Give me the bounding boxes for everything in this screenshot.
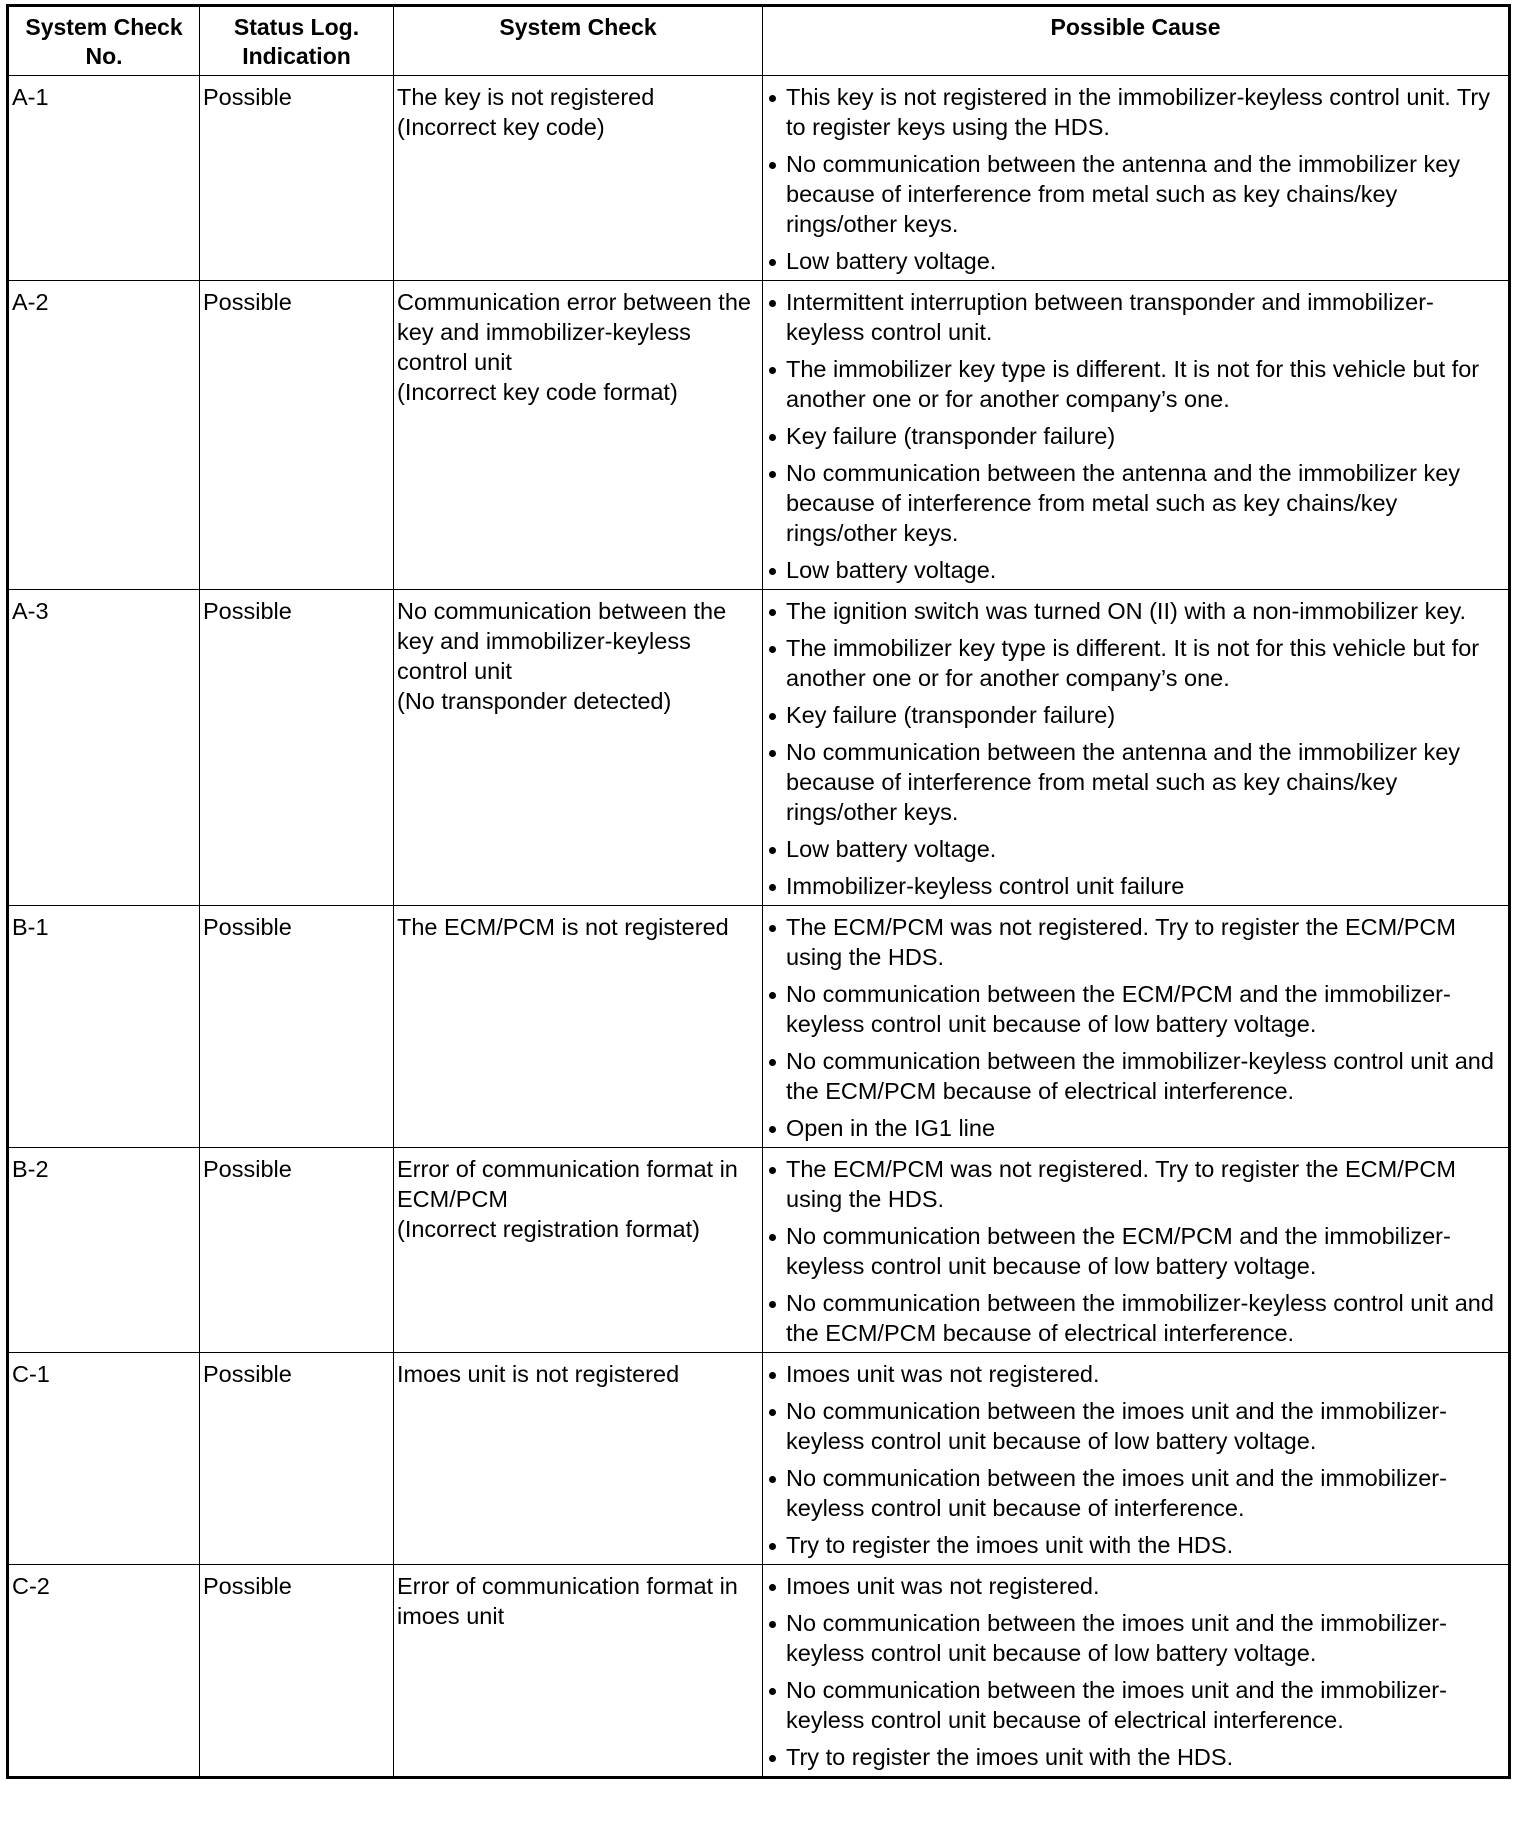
possible-cause-text: Try to register the imoes unit with the HDS. <box>786 1744 1234 1770</box>
system-check-cell <box>394 281 763 590</box>
possible-cause-item <box>766 1288 1505 1348</box>
possible-cause-text: Low battery voltage. <box>786 557 997 583</box>
system-check-text: Imoes unit is not registered <box>397 1361 680 1387</box>
header-text: Status Log. <box>233 14 360 40</box>
header-row <box>8 6 1510 76</box>
bullet-icon <box>769 1688 776 1695</box>
possible-cause-item <box>766 1154 1505 1214</box>
bullet-icon <box>769 568 776 575</box>
possible-cause-list <box>766 82 1505 276</box>
bullet-icon <box>769 1301 776 1308</box>
bullet-icon <box>769 1059 776 1066</box>
possible-cause-list <box>766 912 1505 1143</box>
possible-cause-text: No communication between the imoes unit and the immobilizer-keyless control unit because of low battery voltage. <box>786 1610 1447 1666</box>
possible-cause-item <box>766 1396 1505 1456</box>
document-page <box>6 4 1508 1779</box>
bullet-icon <box>769 609 776 616</box>
system-check-no-cell: A-2 <box>8 281 200 590</box>
header-text: System Check <box>25 14 183 40</box>
possible-cause-item <box>766 1463 1505 1523</box>
possible-cause-text: The ECM/PCM was not registered. Try to register the ECM/PCM using the HDS. <box>786 914 1456 970</box>
possible-cause-list <box>766 1571 1505 1772</box>
possible-cause-text: The ignition switch was turned ON (II) with a non-immobilizer key. <box>786 598 1466 624</box>
possible-cause-list <box>766 1359 1505 1560</box>
system-check-no-cell: B-2 <box>8 1148 200 1353</box>
possible-cause-item <box>766 1221 1505 1281</box>
bullet-icon <box>769 1621 776 1628</box>
bullet-icon <box>769 259 776 266</box>
possible-cause-item <box>766 1742 1505 1772</box>
possible-cause-text: No communication between the imoes unit and the immobilizer-keyless control unit because of interference. <box>786 1465 1447 1521</box>
bullet-icon <box>769 471 776 478</box>
table-row <box>8 1148 1510 1353</box>
possible-cause-text: Open in the IG1 line <box>786 1115 996 1141</box>
possible-cause-cell <box>763 1565 1510 1778</box>
bullet-icon <box>769 1234 776 1241</box>
system-check-cell <box>394 1148 763 1353</box>
bullet-icon <box>769 1126 776 1133</box>
possible-cause-text: Try to register the imoes unit with the HDS. <box>786 1532 1234 1558</box>
status-log-indication-cell: Possible <box>200 906 394 1148</box>
possible-cause-item <box>766 287 1505 347</box>
possible-cause-item <box>766 555 1505 585</box>
system-check-cell <box>394 906 763 1148</box>
table-body <box>8 76 1510 1778</box>
table-row <box>8 1565 1510 1778</box>
bullet-icon <box>769 750 776 757</box>
possible-cause-text: Low battery voltage. <box>786 836 997 862</box>
possible-cause-text: Imoes unit was not registered. <box>786 1361 1100 1387</box>
bullet-icon <box>769 95 776 102</box>
possible-cause-text: Imoes unit was not registered. <box>786 1573 1100 1599</box>
possible-cause-text: No communication between the immobilizer-keyless control unit and the ECM/PCM because of electrical interference. <box>786 1048 1494 1104</box>
possible-cause-item <box>766 421 1505 451</box>
table-row <box>8 1353 1510 1565</box>
possible-cause-cell <box>763 590 1510 906</box>
bullet-icon <box>769 367 776 374</box>
possible-cause-text: Immobilizer-keyless control unit failure <box>786 873 1185 899</box>
possible-cause-item <box>766 1571 1505 1601</box>
possible-cause-item <box>766 149 1505 239</box>
possible-cause-item <box>766 246 1505 276</box>
possible-cause-item <box>766 1046 1505 1106</box>
possible-cause-text: No communication between the imoes unit and the immobilizer-keyless control unit because of low battery voltage. <box>786 1398 1447 1454</box>
system-check-text: (No transponder detected) <box>397 688 672 714</box>
possible-cause-cell <box>763 76 1510 281</box>
system-check-cell <box>394 590 763 906</box>
bullet-icon <box>769 646 776 653</box>
header-text: System Check <box>499 14 657 40</box>
possible-cause-text: No communication between the immobilizer-keyless control unit and the ECM/PCM because of electrical interference. <box>786 1290 1494 1346</box>
table-row <box>8 906 1510 1148</box>
possible-cause-text: The immobilizer key type is different. It is not for this vehicle but for another one or for another company’s one. <box>786 356 1480 412</box>
bullet-icon <box>769 1409 776 1416</box>
possible-cause-text: No communication between the ECM/PCM and the immobilizer-keyless control unit because of low battery voltage. <box>786 1223 1451 1279</box>
system-check-text: Error of communication format in imoes unit <box>397 1573 738 1629</box>
status-log-indication-cell: Possible <box>200 76 394 281</box>
header-possible-cause <box>763 6 1510 76</box>
system-check-text: (Incorrect registration format) <box>397 1216 700 1242</box>
possible-cause-text: Low battery voltage. <box>786 248 997 274</box>
system-check-text: The ECM/PCM is not registered <box>397 914 729 940</box>
possible-cause-item <box>766 458 1505 548</box>
bullet-icon <box>769 162 776 169</box>
possible-cause-item <box>766 834 1505 864</box>
bullet-icon <box>769 1755 776 1762</box>
possible-cause-text: Intermittent interruption between transponder and immobilizer-keyless control unit. <box>786 289 1434 345</box>
possible-cause-list <box>766 287 1505 585</box>
possible-cause-text: No communication between the ECM/PCM and the immobilizer-keyless control unit because of low battery voltage. <box>786 981 1451 1037</box>
system-check-text: (Incorrect key code) <box>397 114 605 140</box>
status-log-indication-cell: Possible <box>200 1148 394 1353</box>
header-text: No. <box>85 43 123 69</box>
system-check-no-cell: B-1 <box>8 906 200 1148</box>
possible-cause-text: Key failure (transponder failure) <box>786 423 1116 449</box>
bullet-icon <box>769 300 776 307</box>
system-check-text: (Incorrect key code format) <box>397 379 678 405</box>
possible-cause-text: This key is not registered in the immobilizer-keyless control unit. Try to register keys using the HDS. <box>786 84 1490 140</box>
possible-cause-text: The ECM/PCM was not registered. Try to register the ECM/PCM using the HDS. <box>786 1156 1456 1212</box>
possible-cause-text: No communication between the antenna and the immobilizer key because of interference from metal such as key chains/key rings/other keys. <box>786 151 1461 237</box>
possible-cause-text: The immobilizer key type is different. It is not for this vehicle but for another one or for another company’s one. <box>786 635 1480 691</box>
header-system-check-no <box>8 6 200 76</box>
possible-cause-list <box>766 596 1505 901</box>
possible-cause-text: No communication between the imoes unit and the immobilizer-keyless control unit because of electrical interference. <box>786 1677 1447 1733</box>
bullet-icon <box>769 713 776 720</box>
system-check-cell <box>394 1565 763 1778</box>
system-check-no-cell: C-1 <box>8 1353 200 1565</box>
bullet-icon <box>769 992 776 999</box>
possible-cause-item <box>766 82 1505 142</box>
status-log-indication-cell: Possible <box>200 1565 394 1778</box>
system-check-cell <box>394 76 763 281</box>
bullet-icon <box>769 1543 776 1550</box>
possible-cause-item <box>766 912 1505 972</box>
bullet-icon <box>769 1584 776 1591</box>
possible-cause-cell <box>763 1353 1510 1565</box>
possible-cause-item <box>766 1113 1505 1143</box>
header-text: Possible Cause <box>1050 14 1221 40</box>
bullet-icon <box>769 1167 776 1174</box>
bullet-icon <box>769 884 776 891</box>
bullet-icon <box>769 1372 776 1379</box>
possible-cause-item <box>766 871 1505 901</box>
system-check-cell <box>394 1353 763 1565</box>
header-text: Indication <box>242 43 351 69</box>
table-row <box>8 590 1510 906</box>
possible-cause-item <box>766 1675 1505 1735</box>
system-check-text: The key is not registered <box>397 84 655 110</box>
possible-cause-text: Key failure (transponder failure) <box>786 702 1116 728</box>
possible-cause-cell <box>763 1148 1510 1353</box>
bullet-icon <box>769 925 776 932</box>
bullet-icon <box>769 434 776 441</box>
possible-cause-list <box>766 1154 1505 1348</box>
header-system-check <box>394 6 763 76</box>
system-check-no-cell: A-1 <box>8 76 200 281</box>
possible-cause-item <box>766 354 1505 414</box>
status-log-indication-cell: Possible <box>200 281 394 590</box>
possible-cause-item <box>766 700 1505 730</box>
possible-cause-item <box>766 1359 1505 1389</box>
bullet-icon <box>769 1476 776 1483</box>
possible-cause-text: No communication between the antenna and the immobilizer key because of interference from metal such as key chains/key rings/other keys. <box>786 460 1461 546</box>
system-check-no-cell: C-2 <box>8 1565 200 1778</box>
table-row <box>8 281 1510 590</box>
possible-cause-item <box>766 1608 1505 1668</box>
system-check-text: No communication between the key and immobilizer-keyless control unit <box>397 598 727 684</box>
possible-cause-item <box>766 596 1505 626</box>
system-check-no-cell: A-3 <box>8 590 200 906</box>
status-log-indication-cell: Possible <box>200 1353 394 1565</box>
possible-cause-cell <box>763 281 1510 590</box>
system-check-text: Communication error between the key and immobilizer-keyless control unit <box>397 289 751 375</box>
table-row <box>8 76 1510 281</box>
status-log-indication-cell: Possible <box>200 590 394 906</box>
possible-cause-item <box>766 737 1505 827</box>
possible-cause-cell <box>763 906 1510 1148</box>
system-check-text: Error of communication format in ECM/PCM <box>397 1156 738 1212</box>
system-check-table <box>6 4 1511 1779</box>
possible-cause-text: No communication between the antenna and the immobilizer key because of interference from metal such as key chains/key rings/other keys. <box>786 739 1461 825</box>
header-status-log-indication <box>200 6 394 76</box>
possible-cause-item <box>766 633 1505 693</box>
possible-cause-item <box>766 979 1505 1039</box>
bullet-icon <box>769 847 776 854</box>
possible-cause-item <box>766 1530 1505 1560</box>
